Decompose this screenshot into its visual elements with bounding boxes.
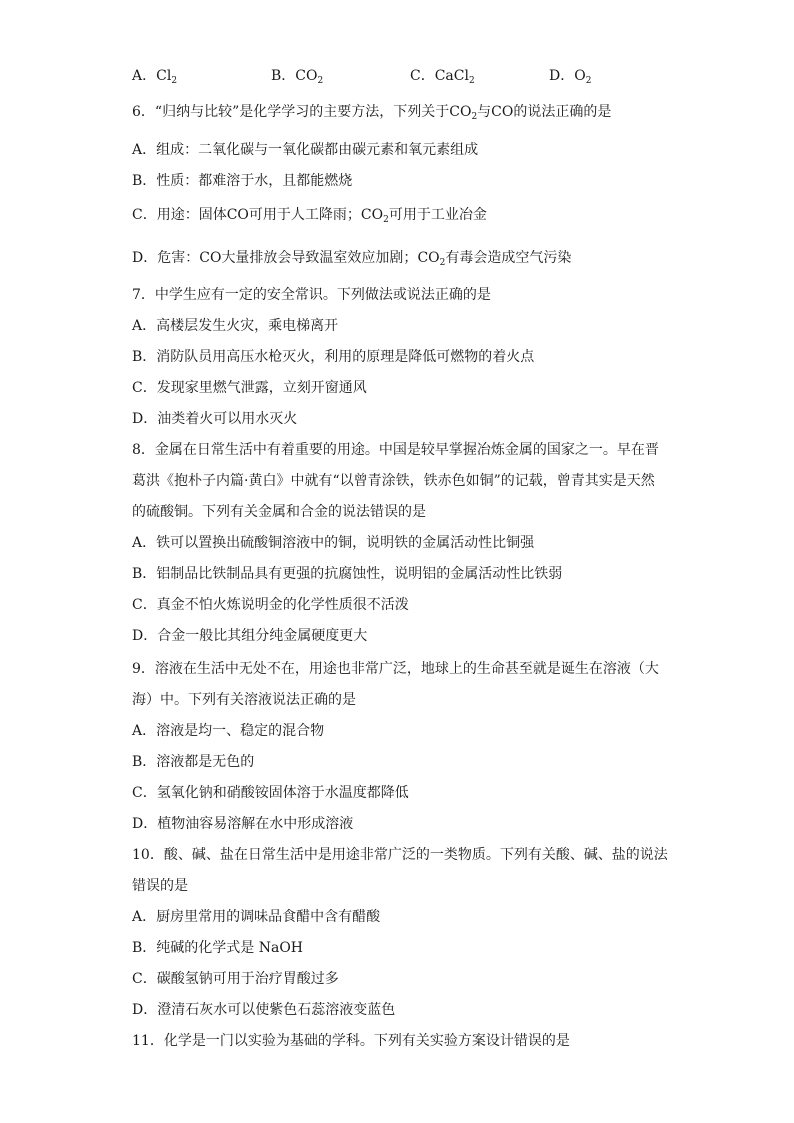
q9-option-c: C．氢氧化钠和硝酸铵固体溶于水温度都降低 bbox=[132, 785, 409, 801]
q7-stem: 7．中学生应有一定的安全常识。下列做法或说法正确的是 bbox=[132, 287, 491, 303]
q8-option-b: B．铝制品比铁制品具有更强的抗腐蚀性，说明铝的金属活动性比铁弱 bbox=[132, 566, 563, 582]
q9-option-a: A．溶液是均一、稳定的混合物 bbox=[132, 723, 325, 739]
q6-option-b: B．性质：都难溶于水，且都能燃烧 bbox=[132, 173, 353, 189]
q10-stem-line2: 错误的是 bbox=[132, 878, 188, 894]
q11-stem: 11．化学是一门以实验为基础的学科。下列有关实验方案设计错误的是 bbox=[132, 1033, 570, 1049]
q8-stem-line3: 的硫酸铜。下列有关金属和合金的说法错误的是 bbox=[132, 504, 426, 520]
q6-option-c: C．用途：固体CO可用于人工降雨；$CO_2$可用于工业冶金 bbox=[132, 207, 487, 225]
q8-option-c: C．真金不怕火炼说明金的化学性质很不活泼 bbox=[132, 597, 409, 613]
q6-option-d: D．危害：CO大量排放会导致温室效应加剧；$CO_2$有毒会造成空气污染 bbox=[132, 250, 572, 268]
q10-option-c: C．碳酸氢钠可用于治疗胃酸过多 bbox=[132, 971, 339, 987]
q10-option-d: D．澄清石灰水可以使紫色石蕊溶液变蓝色 bbox=[132, 1002, 396, 1018]
q5-option-d: D．$O_2$ bbox=[549, 68, 592, 86]
q10-stem-line1: 10．酸、碱、盐在日常生活中是用途非常广泛的一类物质。下列有关酸、碱、盐的说法 bbox=[132, 847, 668, 863]
q7-option-d: D．油类着火可以用水灭火 bbox=[132, 411, 298, 427]
q8-option-a: A．铁可以置换出硫酸铜溶液中的铜，说明铁的金属活动性比铜强 bbox=[132, 535, 535, 551]
q9-stem-line1: 9．溶液在生活中无处不在，用途也非常广泛，地球上的生命甚至就是诞生在溶液（大 bbox=[132, 661, 659, 677]
q5-options-row bbox=[132, 66, 632, 86]
q9-stem-line2: 海）中。下列有关溶液说法正确的是 bbox=[132, 692, 356, 708]
q7-option-a: A．高楼层发生火灾，乘电梯离开 bbox=[132, 318, 339, 334]
q7-option-b: B．消防队员用高压水枪灭火，利用的原理是降低可燃物的着火点 bbox=[132, 349, 535, 365]
q6-stem: 6．“归纳与比较”是化学学习的主要方法，下列关于$CO_2$与CO的说法正确的是 bbox=[132, 104, 612, 122]
q9-option-d: D．植物油容易溶解在水中形成溶液 bbox=[132, 816, 354, 832]
q8-option-d: D．合金一般比其组分纯金属硬度更大 bbox=[132, 628, 368, 644]
q7-option-c: C．发现家里燃气泄露，立刻开窗通风 bbox=[132, 380, 367, 396]
q5-option-b: B．$CO_2$ bbox=[271, 68, 324, 86]
q6-option-a: A．组成：二氧化碳与一氧化碳都由碳元素和氧元素组成 bbox=[132, 142, 479, 158]
q9-option-b: B．溶液都是无色的 bbox=[132, 754, 255, 770]
q8-stem-line1: 8．金属在日常生活中有着重要的用途。中国是较早掌握冶炼金属的国家之一。早在晋 bbox=[132, 442, 659, 458]
q8-stem-line2: 葛洪《抱朴子内篇·黄白》中就有“以曾青涂铁，铁赤色如铜”的记载，曾青其实是天然 bbox=[132, 473, 655, 489]
q5-option-a: A．$Cl_2$ bbox=[132, 68, 178, 86]
q10-option-a: A．厨房里常用的调味品食醋中含有醋酸 bbox=[132, 909, 381, 925]
q10-option-b: B．纯碱的化学式是 NaOH bbox=[132, 940, 304, 956]
q5-option-c: C．CaCl$_2$ bbox=[410, 68, 475, 86]
